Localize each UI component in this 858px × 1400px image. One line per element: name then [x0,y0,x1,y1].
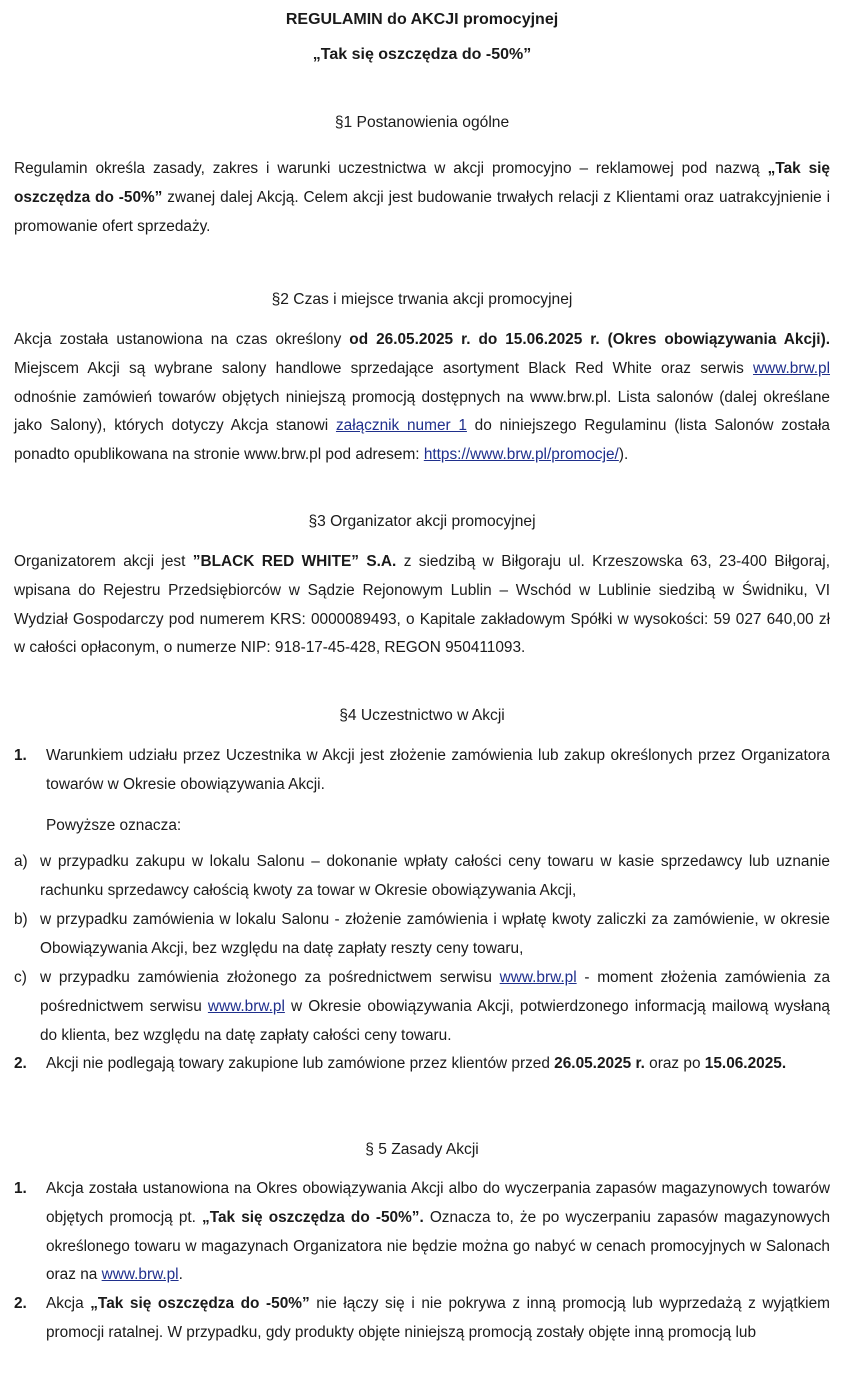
list-item [14,1175,830,1290]
attachment-1-link[interactable]: załącznik numer 1 [335,417,467,435]
text-run: Akcja została ustanowiona na Okres obowiązywania Akcji albo do wyczerpania zapasów magazynowych towarów objętych promocją pt. [46,1180,830,1226]
item-text [46,1290,830,1348]
item-letter: b) [14,911,28,928]
text-run: Regulamin określa zasady, zakres i warunki uczestnictwa w akcji promocyjno – reklamowej pod nazwą [14,160,768,177]
date-bold: 26.05.2025 r. [554,1055,645,1072]
brw-link[interactable]: www.brw.pl [753,359,830,377]
list-item [14,1290,830,1348]
item-text [46,1050,830,1079]
text-run: nie łączy się i nie pokrywa z inną promocją lub wyprzedażą z wyjątkiem promocji ratalnej. W przypadku, gdy produkty objęte niniejszą promocją zostały objęte inną promocją lub [46,1295,830,1341]
item-number: 1. [14,747,27,764]
company-name-bold: ”BLACK RED WHITE” S.A. [192,553,397,570]
item-number: 2. [14,1055,27,1072]
text-run: Oznacza to, że po wyczerpaniu zapasów magazynowych określonego towaru w magazynach Organizatora nie będzie można go nabyć w cenach promocyjnych w Salonach oraz na [46,1208,831,1284]
section-4-heading: §4 Uczestnictwo w Akcji [339,707,505,724]
item-text: w przypadku zamówienia w lokalu Salonu - złożenie zamówienia i wpłatę kwoty zaliczki za zamówienie, w okresie Obowiązywania Akcji, bez względu na datę zapłaty reszty ceny towaru, [40,911,830,957]
list-item [14,906,830,964]
item-number: 1. [14,1180,27,1197]
note-text: Powyższe oznacza: [46,817,182,834]
list-item [14,848,830,906]
period-bold: od 26.05.2025 r. do 15.06.2025 r. (Okres obowiązywania Akcji). [349,331,830,348]
text-run: . [178,1266,183,1284]
text-run: Akcji nie podlegają towary zakupione lub zamówione przez klientów przed [46,1055,555,1072]
brw-link[interactable]: www.brw.pl [207,997,285,1015]
text-run: z siedzibą w Biłgoraju ul. Krzeszowska 63, 23-400 Biłgoraj, wpisana do Rejestru Przedsiębiorców w Sądzie Rejonowym Lublin – Wschód w Lublinie siedzibą w Świdniku, VI Wydział Gospodarczy pod numerem KRS: 0000089493, o Kapitale zakładowym Spółki w wysokości: 59 027 640,00 zł w całości opłaconym, o numerze NIP: 918-17-45-428, REGON 950411093. [14,553,830,657]
text-run: Akcja została ustanowiona na czas określony [14,331,350,348]
promo-name-bold: „Tak się oszczędza do -50%” [14,160,830,206]
item-text: w przypadku zakupu w lokalu Salonu – dokonanie wpłaty całości ceny towaru w kasie sprzedawcy lub uznanie rachunku sprzedawcy całością kwoty za towar w Okresie obowiązywania Akcji, [40,853,830,899]
list-item [14,1050,830,1079]
section-3-heading: §3 Organizator akcji promocyjnej [308,513,536,530]
item-text [46,1175,830,1290]
promo-name-bold: „Tak się oszczędza do -50%” [90,1295,310,1312]
item-letter: a) [14,853,28,870]
item-text: Warunkiem udziału przez Uczestnika w Akcji jest złożenie zamówienia lub zakup określonych przez Organizatora towarów w Okresie obowiązywania Akcji. [46,747,830,793]
text-run: w Okresie obowiązywania Akcji, potwierdzonego informacją mailową wysłaną do klienta, bez względu na datę zapłaty całości ceny towaru. [40,997,830,1044]
section-1-paragraph [14,155,830,241]
text-run: ). [618,446,629,464]
list-item [14,964,830,1050]
text-run: - moment złożenia zamówienia za pośrednictwem serwisu [40,969,831,1015]
item-number: 2. [14,1295,27,1312]
section-5-heading: § 5 Zasady Akcji [365,1141,479,1158]
section-2-paragraph [14,326,830,470]
text-run: zwanej dalej Akcją. Celem akcji jest budowanie trwałych relacji z Klientami oraz uatrakcyjnienie i promowanie ofert sprzedaży. [14,188,831,235]
promotions-url-link[interactable]: https://www.brw.pl/promocje/ [423,446,619,464]
date-bold: 15.06.2025. [704,1055,787,1072]
text-run: w przypadku zamówienia złożonego za pośrednictwem serwisu [40,969,500,986]
text-run: oraz po [644,1055,705,1072]
promo-name-bold: „Tak się oszczędza do -50%”. [202,1208,424,1226]
section-2-heading: §2 Czas i miejsce trwania akcji promocyjnej [271,291,573,308]
text-run: Miejscem Akcji są wybrane salony handlowe sprzedające asortyment Black Red White oraz serwis [14,359,754,377]
text-run: odnośnie zamówień towarów objętych niniejszą promocją dostępnych na www.brw.pl. Lista salonów (dalej określane jako Salony), których dotyczy Akcja stanowi [14,388,830,435]
brw-link[interactable]: www.brw.pl [499,969,577,986]
section-3-paragraph [14,548,830,663]
text-run: do niniejszego Regulaminu (lista Salonów została ponadto opublikowana na stronie www.brw.pl pod adresem: [14,417,830,464]
item-letter: c) [14,969,27,986]
brw-link[interactable]: www.brw.pl [101,1266,179,1284]
document-title: REGULAMIN do AKCJI promocyjnej [285,11,559,28]
text-run: Akcja [46,1295,91,1312]
text-run: Organizatorem akcji jest [14,553,193,570]
promotion-name: „Tak się oszczędza do -50%” [312,46,532,63]
section-1-heading: §1 Postanowienia ogólne [334,114,510,131]
list-item [14,742,830,800]
item-text [40,964,830,1050]
